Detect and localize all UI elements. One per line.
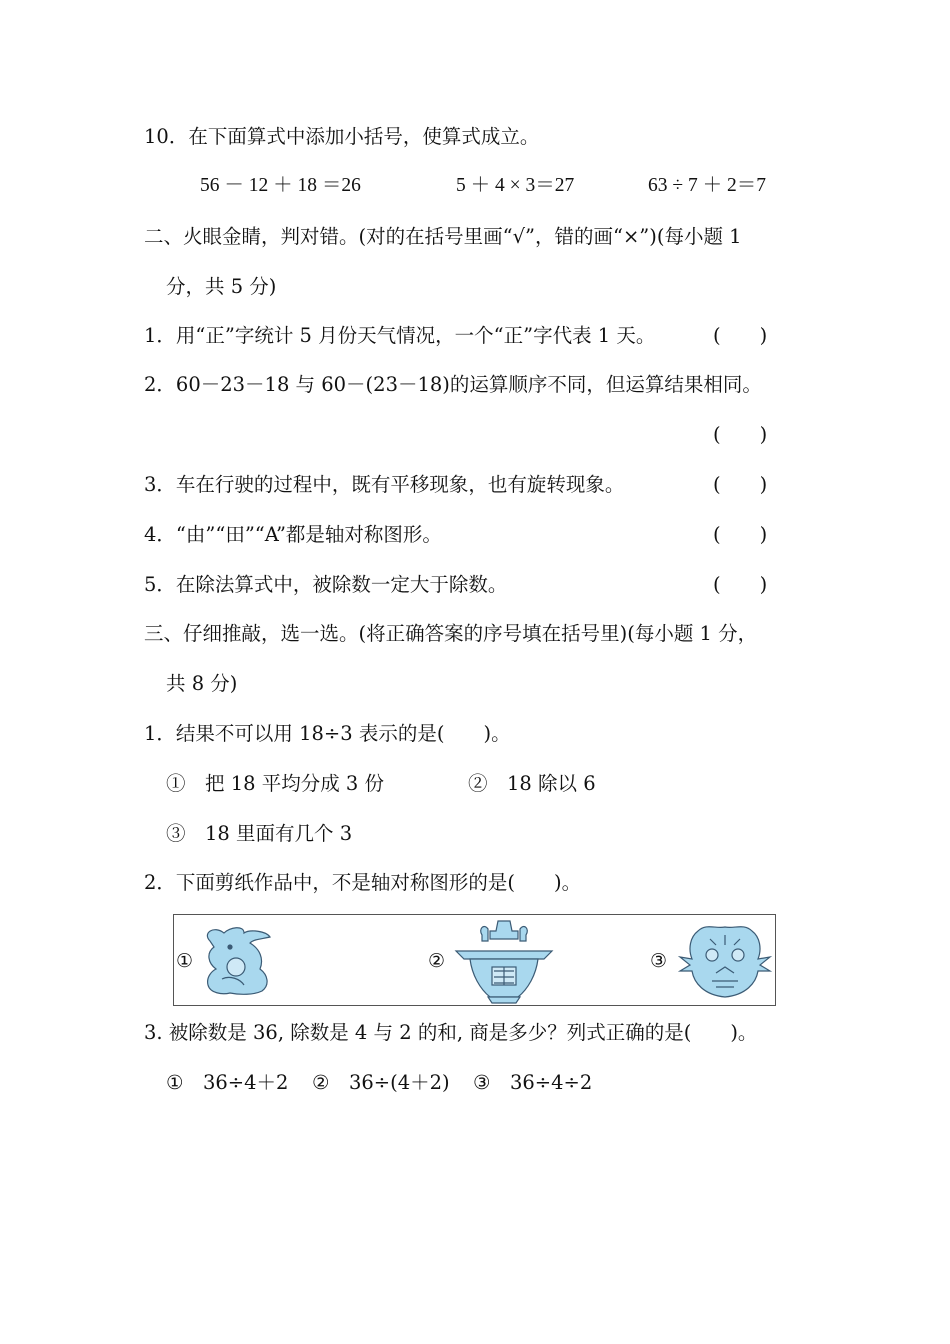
section-3-heading-cont: 共 8 分) bbox=[166, 672, 238, 695]
rabbit-papercut bbox=[176, 923, 286, 999]
papercut-images-box bbox=[173, 914, 776, 1006]
tiger-icon bbox=[676, 921, 774, 1001]
judge-item-4: 4．“由”“田”“A”都是轴对称图形。 bbox=[144, 523, 442, 546]
vase-papercut bbox=[428, 917, 558, 1005]
answer-paren-1[interactable]: ( ) bbox=[713, 324, 768, 347]
answer-paren-3[interactable]: ( ) bbox=[713, 473, 768, 496]
option-label-1: ① bbox=[176, 950, 194, 972]
judge-item-3: 3．车在行驶的过程中，既有平移现象，也有旋转现象。 bbox=[144, 473, 625, 496]
choice-question-1: 1．结果不可以用 18÷3 表示的是( )。 bbox=[144, 722, 511, 745]
choice-3-option-2: ② 36÷(4＋2) bbox=[312, 1071, 450, 1094]
answer-paren-2[interactable]: ( ) bbox=[713, 423, 768, 446]
judge-item-2: 2．60－23－18 与 60－(23－18)的运算顺序不同，但运算结果相同。 bbox=[144, 373, 762, 396]
equation-3: 63 ÷ 7 ＋ 2＝7 bbox=[648, 175, 766, 196]
choice-3-option-3: ③ 36÷4÷2 bbox=[473, 1071, 593, 1094]
section-2-heading: 二、火眼金睛，判对错。(对的在括号里画“√”，错的画“×”)(每小题 1 bbox=[144, 225, 742, 248]
option-label-2: ② bbox=[428, 950, 446, 972]
answer-paren-5[interactable]: ( ) bbox=[713, 573, 768, 596]
tiger-papercut bbox=[650, 921, 774, 1001]
choice-1-option-1: ① 把 18 平均分成 3 份 bbox=[166, 772, 385, 795]
rabbit-icon bbox=[200, 923, 280, 999]
choice-1-option-3: ③ 18 里面有几个 3 bbox=[166, 822, 353, 845]
equation-2: 5 ＋ 4 × 3＝27 bbox=[456, 175, 575, 196]
judge-item-5: 5．在除法算式中，被除数一定大于除数。 bbox=[144, 573, 508, 596]
choice-question-2: 2．下面剪纸作品中，不是轴对称图形的是( )。 bbox=[144, 871, 582, 894]
choice-question-3: 3. 被除数是 36, 除数是 4 与 2 的和, 商是多少？列式正确的是( )。 bbox=[144, 1021, 758, 1044]
judge-item-1: 1．用“正”字统计 5 月份天气情况，一个“正”字代表 1 天。 bbox=[144, 324, 656, 347]
equation-1: 56 － 12 ＋ 18 ＝26 bbox=[200, 175, 361, 196]
vase-icon bbox=[454, 917, 554, 1005]
option-label-3: ③ bbox=[650, 950, 668, 972]
question-10-title: 10．在下面算式中添加小括号，使算式成立。 bbox=[144, 125, 540, 148]
choice-1-option-2: ② 18 除以 6 bbox=[468, 772, 596, 795]
section-2-heading-cont: 分，共 5 分) bbox=[166, 275, 277, 298]
section-3-heading: 三、仔细推敲，选一选。(将正确答案的序号填在括号里)(每小题 1 分， bbox=[144, 622, 758, 645]
answer-paren-4[interactable]: ( ) bbox=[713, 523, 768, 546]
choice-3-option-1: ① 36÷4＋2 bbox=[166, 1071, 289, 1094]
